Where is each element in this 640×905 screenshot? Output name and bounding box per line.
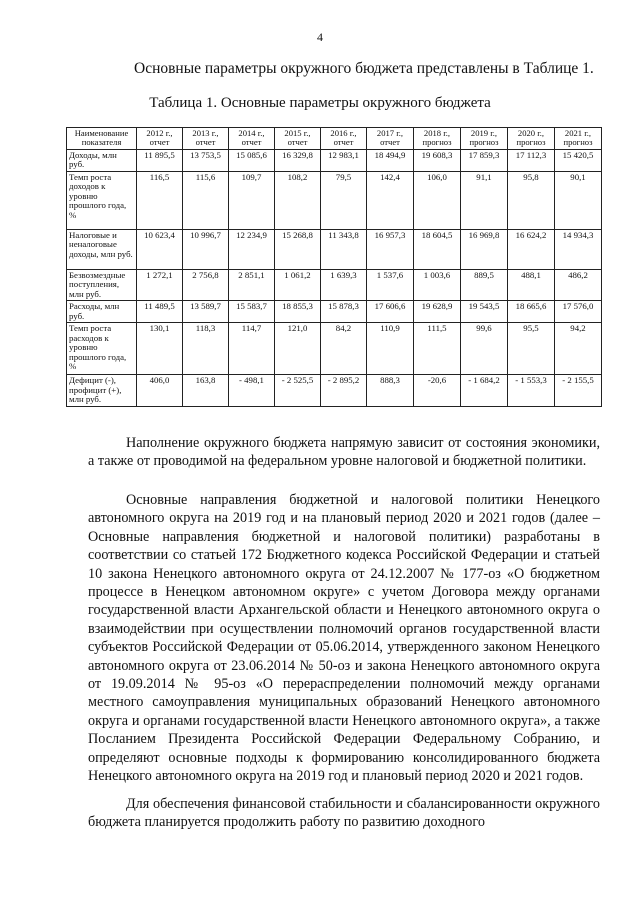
table-cell: 17 859,3 [461, 149, 508, 171]
table-cell: 15 085,6 [229, 149, 275, 171]
table-cell: 99,6 [461, 323, 508, 375]
table-cell: -20,6 [414, 375, 461, 407]
row-label: Дефицит (-), профицит (+), млн руб. [67, 375, 137, 407]
row-label: Темп роста расходов к уровню прошлого года, % [67, 323, 137, 375]
table-cell: 10 623,4 [137, 229, 183, 269]
table-cell: 95,8 [508, 171, 555, 229]
header-year: 2015 г., отчет [275, 128, 321, 150]
table-cell: 16 624,2 [508, 229, 555, 269]
paragraph: Основные направления бюджетной и налоговой политики Ненецкого автономного округа на 2019 год и на плановый период 2020 и 2021 годов (далее – Основные направления бюджетной и налоговой политики) разработаны в соответствии со статьей 172 Бюджетного кодекса Российской Федерации и статьей 10 закона Ненецкого автономного округа от 24.12.2007 № 177-оз «О бюджетном процессе в Ненецком автономном округе» с учетом Договора между органами государственной власти Архангельской области и Ненецкого автономного округа о взаимодействии при осуществлении полномочий органов государственной власти субъектов Российской Федерации от 05.06.2014, утвержденного законом Ненецкого автономного округа от 23.06.2014 № 50-оз и закона Ненецкого автономного округа от 19.09.2014 № 95-оз «О перераспределении полномочий между органами местного самоуправления муниципальных образований Ненецкого автономного округа и органами государственной власти Ненецкого автономного округа», а также Посланием Президента Российской Федерации Федеральному Собранию, и определяют основные подходы к формированию консолидированного бюджета Ненецкого автономного округа на 2019 год и плановый период 2020 и 2021 годов. [88, 492, 600, 785]
table-cell: 18 665,6 [508, 301, 555, 323]
table-cell: 108,2 [275, 171, 321, 229]
table-cell: 90,1 [555, 171, 602, 229]
table-row [67, 229, 602, 269]
table-cell: - 2 155,5 [555, 375, 602, 407]
table-cell: 15 420,5 [555, 149, 602, 171]
table-cell: 406,0 [137, 375, 183, 407]
table-cell: 16 329,8 [275, 149, 321, 171]
table-cell: 12 983,1 [321, 149, 367, 171]
table-cell: 486,2 [555, 269, 602, 301]
table-row [67, 171, 602, 229]
table-cell: 114,7 [229, 323, 275, 375]
table-cell: 13 589,7 [183, 301, 229, 323]
table-cell: 1 537,6 [367, 269, 414, 301]
table-cell: 19 628,9 [414, 301, 461, 323]
header-year: 2016 г., отчет [321, 128, 367, 150]
table-cell: 17 112,3 [508, 149, 555, 171]
intro-text: Основные параметры окружного бюджета представлены в Таблице 1. [134, 60, 594, 77]
table-cell: 95,5 [508, 323, 555, 375]
table-cell: 94,2 [555, 323, 602, 375]
table-caption: Таблица 1. Основные параметры окружного бюджета [149, 95, 491, 111]
table-cell: - 1 553,3 [508, 375, 555, 407]
header-year: 2012 г., отчет [137, 128, 183, 150]
header-year: 2018 г., прогноз [414, 128, 461, 150]
table-cell: 888,3 [367, 375, 414, 407]
row-label: Безвозмездные поступления, млн руб. [67, 269, 137, 301]
page-number: 4 [317, 30, 323, 44]
table-cell: 1 639,3 [321, 269, 367, 301]
table-cell: 118,3 [183, 323, 229, 375]
table-cell: 109,7 [229, 171, 275, 229]
table-cell: 163,8 [183, 375, 229, 407]
row-label: Расходы, млн руб. [67, 301, 137, 323]
table-row [67, 323, 602, 375]
header-year: 2020 г., прогноз [508, 128, 555, 150]
header-year: 2019 г., прогноз [461, 128, 508, 150]
table-cell: 14 934,3 [555, 229, 602, 269]
table-row [67, 269, 602, 301]
table-cell: 15 583,7 [229, 301, 275, 323]
table-cell: 19 543,5 [461, 301, 508, 323]
table-row [67, 375, 602, 407]
table-cell: - 498,1 [229, 375, 275, 407]
table-cell: - 1 684,2 [461, 375, 508, 407]
table-cell: 116,5 [137, 171, 183, 229]
budget-parameters-table [66, 127, 602, 407]
table-cell: 142,4 [367, 171, 414, 229]
paragraph: Наполнение окружного бюджета напрямую зависит от состояния экономики, а также от проводимой на федеральном уровне налоговой и бюджетной политики. [88, 435, 600, 470]
table-cell: - 2 525,5 [275, 375, 321, 407]
table-cell: 12 234,9 [229, 229, 275, 269]
table-cell: 121,0 [275, 323, 321, 375]
table-cell: 18 604,5 [414, 229, 461, 269]
table-cell: 17 606,6 [367, 301, 414, 323]
table-cell: 91,1 [461, 171, 508, 229]
table-cell: 18 494,9 [367, 149, 414, 171]
table-cell: 11 489,5 [137, 301, 183, 323]
table-cell: 889,5 [461, 269, 508, 301]
table-cell: 17 576,0 [555, 301, 602, 323]
table-cell: 19 608,3 [414, 149, 461, 171]
table-cell: 1 003,6 [414, 269, 461, 301]
table-cell: 1 061,2 [275, 269, 321, 301]
header-name-column: Наименование показателя [67, 128, 137, 150]
row-label: Темп роста доходов к уровню прошлого года, % [67, 171, 137, 229]
row-label: Доходы, млн руб. [67, 149, 137, 171]
paragraph: Для обеспечения финансовой стабильности и сбалансированности окружного бюджета планируется продолжить работу по развитию доходного [88, 796, 600, 831]
table-row [67, 301, 602, 323]
header-year: 2014 г., отчет [229, 128, 275, 150]
table-cell: 11 895,5 [137, 149, 183, 171]
table-cell: 79,5 [321, 171, 367, 229]
table-cell: 1 272,1 [137, 269, 183, 301]
table-row [67, 149, 602, 171]
table-cell: 110,9 [367, 323, 414, 375]
table-cell: 18 855,3 [275, 301, 321, 323]
table-cell: 16 957,3 [367, 229, 414, 269]
table-cell: 13 753,5 [183, 149, 229, 171]
table-cell: 11 343,8 [321, 229, 367, 269]
table-cell: 15 268,8 [275, 229, 321, 269]
table-cell: 130,1 [137, 323, 183, 375]
table-cell: - 2 895,2 [321, 375, 367, 407]
table-cell: 2 756,8 [183, 269, 229, 301]
table-cell: 15 878,3 [321, 301, 367, 323]
header-year: 2021 г., прогноз [555, 128, 602, 150]
table-cell: 2 851,1 [229, 269, 275, 301]
table-cell: 106,0 [414, 171, 461, 229]
header-year: 2013 г., отчет [183, 128, 229, 150]
table-cell: 16 969,8 [461, 229, 508, 269]
table-cell: 84,2 [321, 323, 367, 375]
table-header-row [67, 128, 602, 150]
row-label: Налоговые и неналоговые доходы, млн руб. [67, 229, 137, 269]
table-cell: 115,6 [183, 171, 229, 229]
header-year: 2017 г., отчет [367, 128, 414, 150]
table-cell: 488,1 [508, 269, 555, 301]
table-cell: 10 996,7 [183, 229, 229, 269]
table-cell: 111,5 [414, 323, 461, 375]
